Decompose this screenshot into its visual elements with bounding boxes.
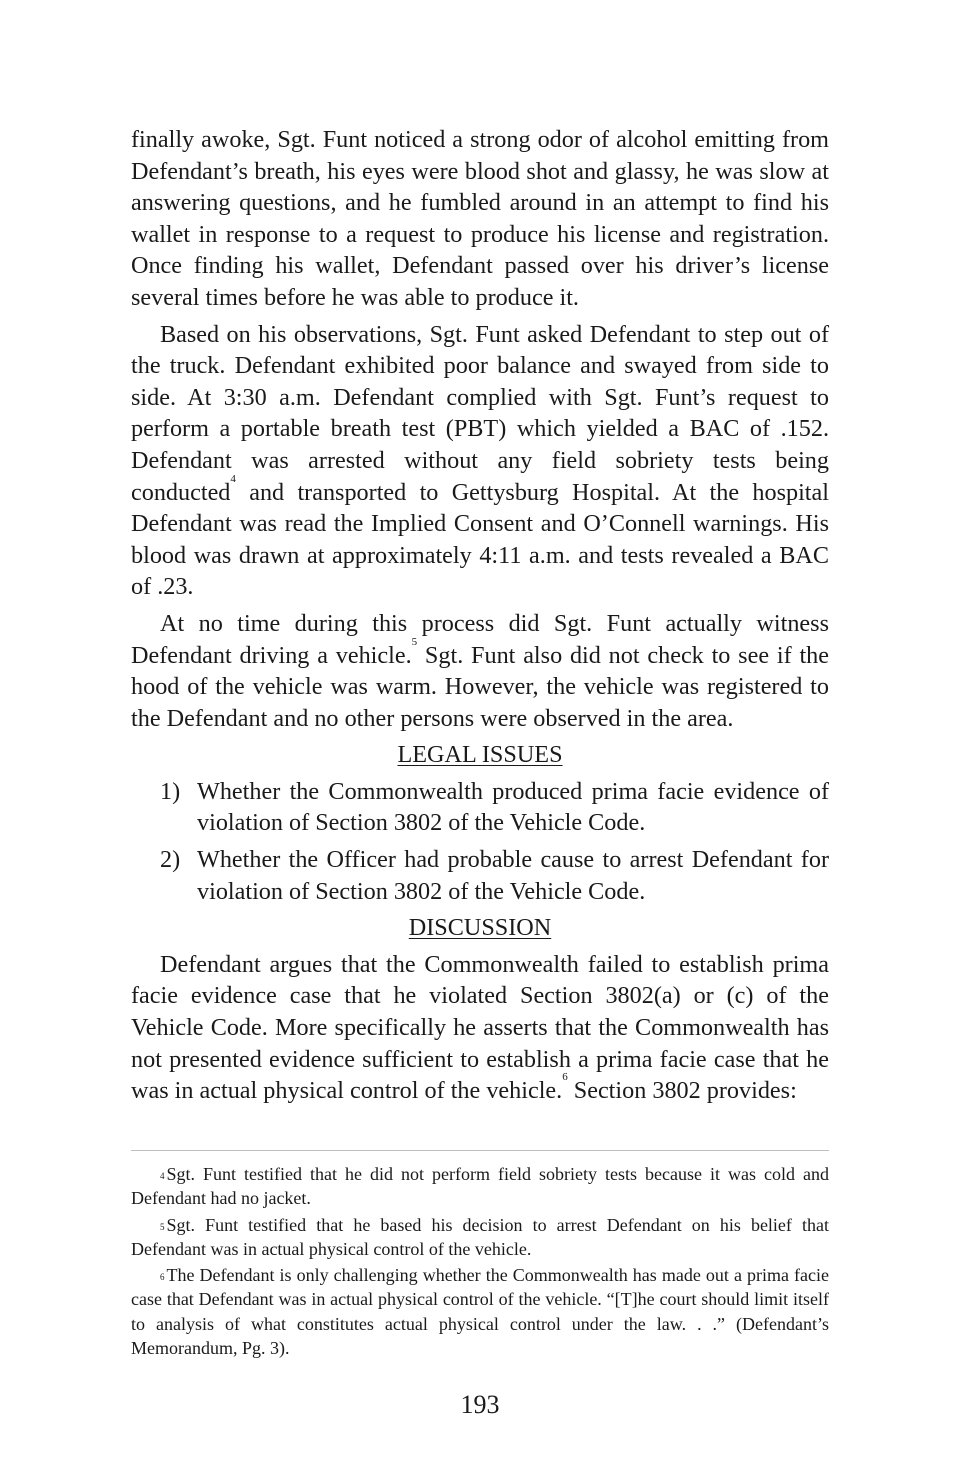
paragraph-continuation: finally awoke, Sgt. Funt noticed a strong odor of alcohol emitting from Defendant’s breath, his eyes were blood shot and glassy, he was slow at answering questions, and he fumbled around in an attempt to find his wallet in response to a request to produce his license and registration. Once finding his wallet, Defendant passed over his driver’s license several times before he was able to produce it. <box>131 126 829 311</box>
issues-list <box>131 776 829 907</box>
list-item-text: Whether the Commonwealth produced prima facie evidence of violation of Section 3802 of the Vehicle Code. <box>197 777 829 837</box>
paragraph-text: and transported to Gettysburg Hospital. At the hospital Defendant was read the Implied Consent and O’Connell warnings. His blood was drawn at approximately 4:11 a.m. and tests revealed a BAC of .23. <box>131 478 829 601</box>
footnote-ref-5: 5 <box>411 635 418 648</box>
footnote-4 <box>131 1162 829 1211</box>
paragraph-discussion <box>131 949 829 1107</box>
footnote-5 <box>131 1213 829 1262</box>
heading-discussion <box>131 912 829 944</box>
footnote-text: Sgt. Funt testified that he did not perform field sobriety tests because it was cold and Defendant had no jacket. <box>131 1164 829 1209</box>
paragraph-observations <box>131 319 829 603</box>
page-body <box>131 124 829 1112</box>
list-item-text: Whether the Officer had probable cause to arrest Defendant for violation of Section 3802 of the Vehicle Code. <box>197 846 829 905</box>
heading-text: DISCUSSION <box>408 914 552 942</box>
heading-legal-issues <box>131 739 829 771</box>
footnote-mark: 5 <box>160 1221 165 1232</box>
footnote-text: The Defendant is only challenging whether the Commonwealth has made out a prima facie case that Defendant was in actual physical control of the vehicle. “[T]he court should limit itself to analysis of what constitutes actual physical control under the law. . .” (Defendant’s Memorandum, Pg. 3). <box>131 1265 829 1359</box>
paragraph-text: At no time during this process did Sgt. Funt actually witness Defendant driving a vehicle. <box>131 609 829 669</box>
page-number: 193 <box>460 1390 500 1419</box>
list-item <box>131 844 829 907</box>
paragraph-text: Sgt. Funt also did not check to see if the hood of the vehicle was warm. However, the vehicle was registered to the Defendant and no other persons were observed in the area. <box>131 641 829 732</box>
footnote-6 <box>131 1263 829 1360</box>
footnote-text: Sgt. Funt testified that he based his decision to arrest Defendant on his belief that Defendant was in actual physical control of the vehicle. <box>131 1214 829 1259</box>
paragraph-no-witness <box>131 608 829 734</box>
paragraph-text: Defendant argues that the Commonwealth failed to establish prima facie evidence case that he violated Section 3802(a) or (c) of the Vehicle Code. More specifically he asserts that the Commonwealth has not presented evidence sufficient to establish a prima facie case that he was in actual physical control of the vehicle. <box>131 950 829 1105</box>
footnote-mark: 6 <box>160 1272 165 1283</box>
list-item-number: 2) <box>160 846 181 874</box>
list-item <box>131 776 829 839</box>
paragraph-text: Based on his observations, Sgt. Funt asked Defendant to step out of the truck. Defendant exhibited poor balance and swayed from side to side. At 3:30 a.m. Defendant complied with Sgt. Funt’s request to perform a portable breath test (PBT) which yielded a BAC of .152. Defendant was arrested without any field sobriety tests being conducted <box>131 320 829 506</box>
footnote-mark: 4 <box>160 1171 165 1181</box>
heading-text: LEGAL ISSUES <box>397 741 563 769</box>
footnote-ref-4: 4 <box>230 472 236 485</box>
footnote-divider <box>131 1150 829 1151</box>
footnotes <box>131 1162 829 1362</box>
footnote-ref-6: 6 <box>562 1071 568 1084</box>
paragraph-text: Section 3802 provides: <box>567 1077 797 1105</box>
list-item-number: 1) <box>160 777 181 805</box>
